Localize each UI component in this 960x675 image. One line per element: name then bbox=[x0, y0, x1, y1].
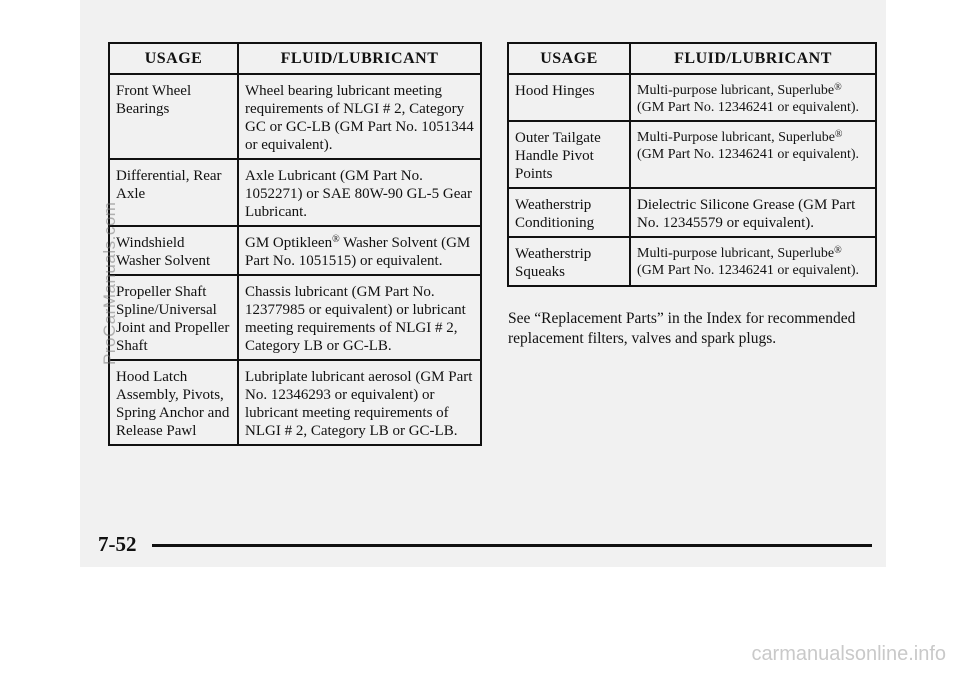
lubricant-table-right bbox=[507, 42, 877, 287]
fluid-header: FLUID/LUBRICANT bbox=[630, 43, 876, 74]
usage-cell: Front Wheel Bearings bbox=[109, 74, 238, 159]
fluid-cell: Dielectric Silicone Grease (GM Part No. 12345579 or equivalent). bbox=[630, 188, 876, 237]
fluid-text: (GM Part No. 12346241 or equivalent). bbox=[637, 263, 860, 278]
fluid-text: (GM Part No. 12346241 or equivalent). bbox=[637, 100, 860, 115]
table-row bbox=[109, 159, 481, 226]
lubricant-table-left bbox=[108, 42, 482, 446]
fluid-cell bbox=[630, 74, 876, 121]
usage-cell: Hood Latch Assembly, Pivots, Spring Anchor and Release Pawl bbox=[109, 360, 238, 445]
registered-mark: ® bbox=[332, 234, 340, 245]
usage-cell: Weatherstrip Squeaks bbox=[508, 237, 630, 286]
side-watermark: ProCarManuals.com bbox=[100, 201, 119, 365]
fluid-text: GM Optikleen bbox=[245, 235, 333, 251]
fluid-cell: Lubriplate lubricant aerosol (GM Part No. 12346293 or equivalent) or lubricant meeting requirements of NLGI # 2, Category LB or GC-LB. bbox=[238, 360, 481, 445]
registered-mark: ® bbox=[834, 245, 842, 256]
table-row bbox=[508, 74, 876, 121]
usage-cell: Weatherstrip Conditioning bbox=[508, 188, 630, 237]
fluid-cell: Chassis lubricant (GM Part No. 12377985 or equivalent) or lubricant meeting requirements of NLGI # 2, Category LB or GC-LB. bbox=[238, 275, 481, 360]
fluid-header: FLUID/LUBRICANT bbox=[238, 43, 481, 74]
usage-cell: Propeller Shaft Spline/Universal Joint and Propeller Shaft bbox=[109, 275, 238, 360]
usage-header: USAGE bbox=[109, 43, 238, 74]
usage-cell: Windshield Washer Solvent bbox=[109, 226, 238, 275]
fluid-cell bbox=[630, 237, 876, 286]
table-row bbox=[508, 121, 876, 188]
fluid-text: Multi-purpose lubricant, Superlube bbox=[637, 83, 835, 98]
usage-header: USAGE bbox=[508, 43, 630, 74]
table-header-row bbox=[508, 43, 876, 74]
bottom-watermark: carmanualsonline.info bbox=[751, 643, 946, 665]
fluid-text: (GM Part No. 12346241 or equivalent). bbox=[637, 147, 860, 162]
fluid-cell bbox=[238, 226, 481, 275]
table-row bbox=[508, 237, 876, 286]
usage-cell: Differential, Rear Axle bbox=[109, 159, 238, 226]
fluid-text: Washer Solvent (GM Part No. 1051515) or equivalent. bbox=[245, 235, 471, 269]
table-header-row bbox=[109, 43, 481, 74]
usage-cell: Outer Tailgate Handle Pivot Points bbox=[508, 121, 630, 188]
table-row bbox=[109, 226, 481, 275]
fluid-text: Multi-purpose lubricant, Superlube bbox=[637, 246, 835, 261]
fluid-cell: Axle Lubricant (GM Part No. 1052271) or SAE 80W-90 GL-5 Gear Lubricant. bbox=[238, 159, 481, 226]
fluid-cell: Wheel bearing lubricant meeting requirements of NLGI # 2, Category GC or GC-LB (GM Part No. 1051344 or equivalent). bbox=[238, 74, 481, 159]
page-number: 7-52 bbox=[98, 532, 137, 556]
table-row bbox=[109, 275, 481, 360]
footer-rule bbox=[152, 544, 872, 547]
fluid-cell bbox=[630, 121, 876, 188]
table-row bbox=[109, 74, 481, 159]
replacement-parts-note: See “Replacement Parts” in the Index for recommended replacement filters, valves and spark plugs. bbox=[508, 310, 856, 347]
registered-mark: ® bbox=[834, 82, 842, 93]
registered-mark: ® bbox=[834, 129, 843, 140]
usage-cell: Hood Hinges bbox=[508, 74, 630, 121]
fluid-text: Multi-Purpose lubricant, Superlube bbox=[637, 130, 835, 145]
table-row bbox=[508, 188, 876, 237]
table-row bbox=[109, 360, 481, 445]
